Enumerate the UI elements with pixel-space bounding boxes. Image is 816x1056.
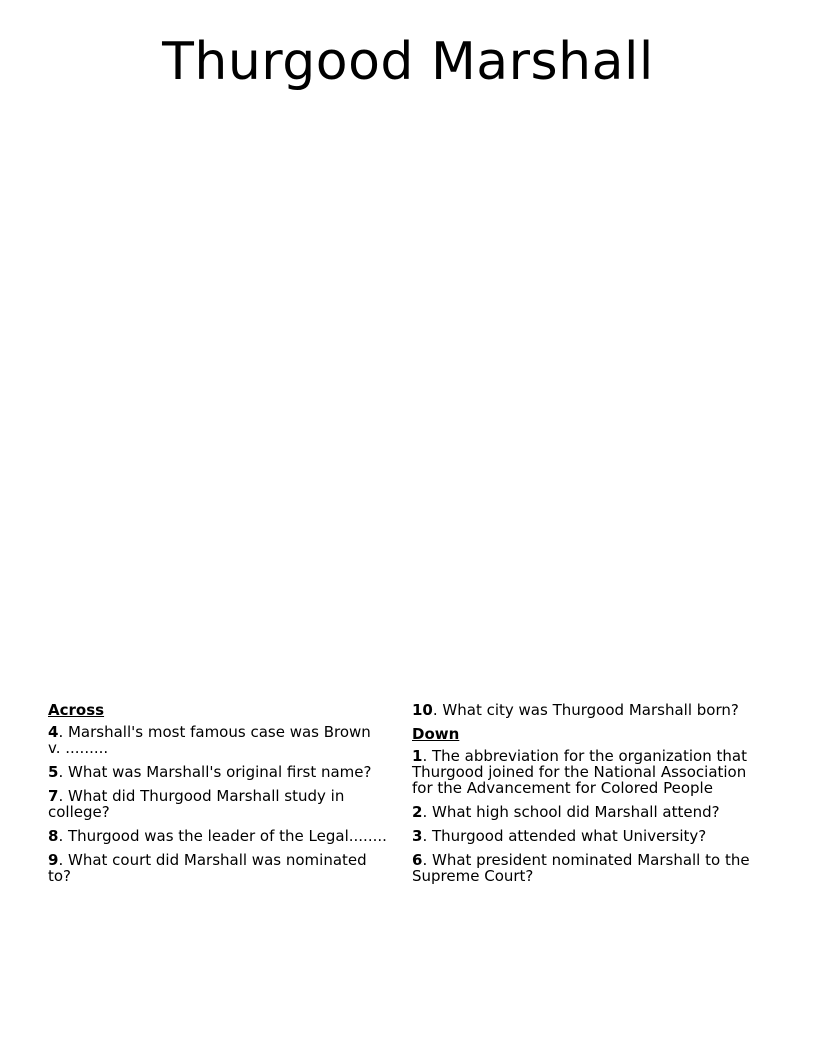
clue-across-4: 4. Marshall's most famous case was Brown v. ......... xyxy=(48,723,371,757)
clue-text: Thurgood was the leader of the Legal........ xyxy=(67,827,387,845)
clue-number: 5 xyxy=(48,763,59,781)
clue-down-1: 1. The abbreviation for the organization that Thurgood joined for the National Association for the Advancement for Colored People xyxy=(412,747,747,797)
clue-text: What president nominated Marshall to the Supreme Court? xyxy=(412,851,750,885)
clue-number: 10 xyxy=(412,701,433,719)
clue-down-3: 3. Thurgood attended what University? xyxy=(412,827,707,845)
clues-left-column xyxy=(48,702,388,892)
clue-number: 3 xyxy=(412,827,423,845)
clue-number: 2 xyxy=(412,803,423,821)
clue-text: What did Thurgood Marshall study in college? xyxy=(48,787,345,821)
clue-number: 4 xyxy=(48,723,59,741)
clue-down-6: 6. What president nominated Marshall to the Supreme Court? xyxy=(412,851,750,885)
clue-text: What city was Thurgood Marshall born? xyxy=(442,701,739,719)
clue-number: 1 xyxy=(412,747,423,765)
clue-across-8: 8. Thurgood was the leader of the Legal........ xyxy=(48,827,387,845)
across-heading: Across xyxy=(48,701,105,719)
clue-across-5: 5. What was Marshall's original first name? xyxy=(48,763,372,781)
clue-text: What court did Marshall was nominated to? xyxy=(48,851,367,885)
clues-right-column xyxy=(412,702,757,892)
clue-across-10: 10. What city was Thurgood Marshall born? xyxy=(412,701,739,719)
clue-down-2: 2. What high school did Marshall attend? xyxy=(412,803,720,821)
clue-text: What was Marshall's original first name? xyxy=(67,763,372,781)
clue-number: 8 xyxy=(48,827,59,845)
clue-number: 9 xyxy=(48,851,59,869)
clue-number: 6 xyxy=(412,851,423,869)
clue-text: Thurgood attended what University? xyxy=(431,827,707,845)
clue-across-7: 7. What did Thurgood Marshall study in college? xyxy=(48,787,345,821)
clue-text: What high school did Marshall attend? xyxy=(431,803,720,821)
page-title: Thurgood Marshall xyxy=(162,32,654,92)
down-heading: Down xyxy=(412,725,460,743)
clue-number: 7 xyxy=(48,787,59,805)
clue-text: Marshall's most famous case was Brown v. ......... xyxy=(48,723,371,757)
clue-text: The abbreviation for the organization that Thurgood joined for the National Association for the Advancement for Colored People xyxy=(412,747,747,797)
clue-across-9: 9. What court did Marshall was nominated to? xyxy=(48,851,367,885)
